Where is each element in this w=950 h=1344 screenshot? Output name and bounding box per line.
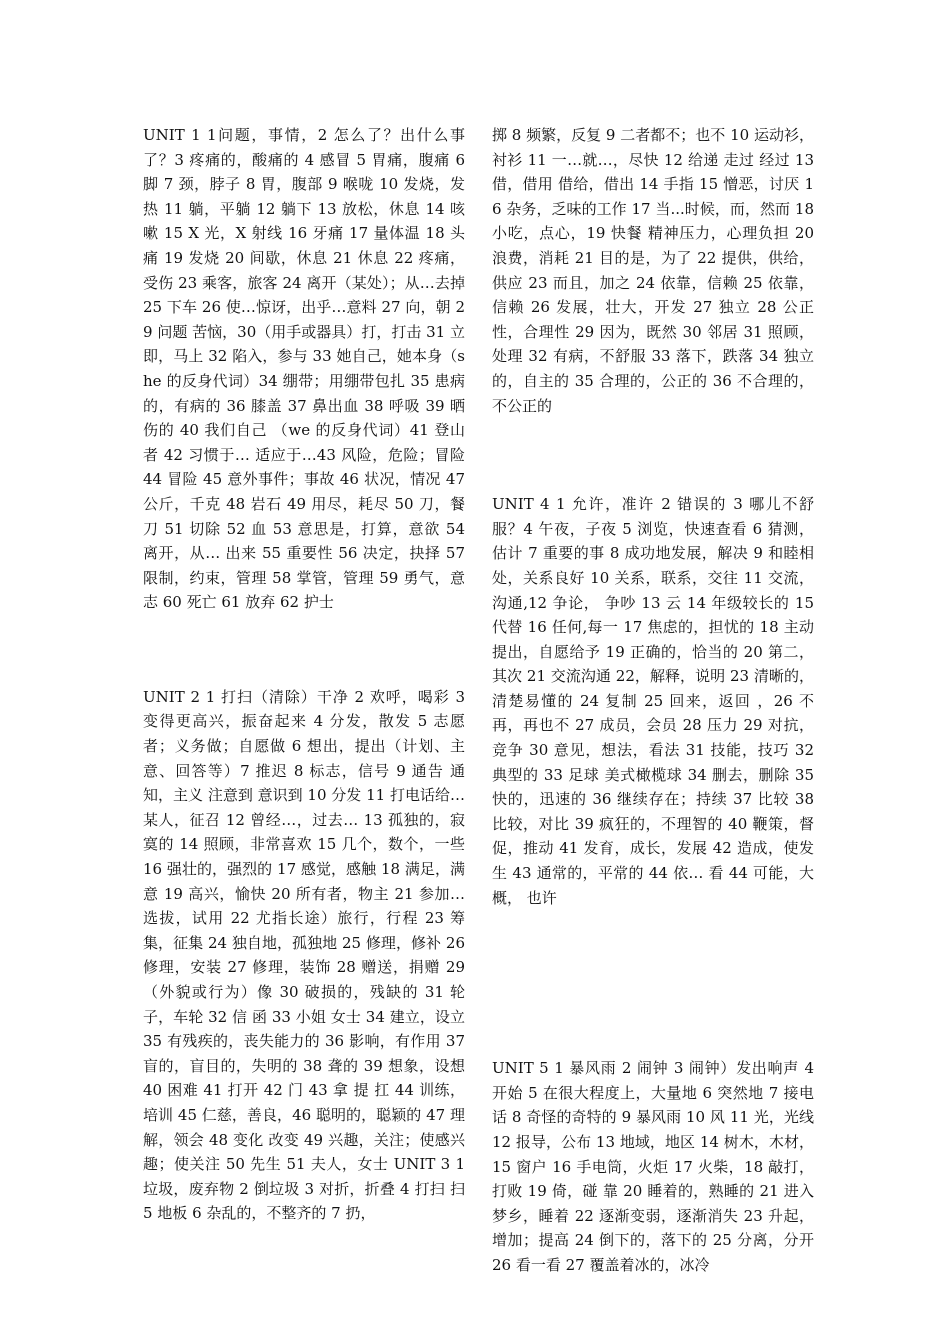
spacer: [492, 910, 814, 1056]
unit-1-block: [143, 123, 465, 615]
unit-2-3-text: UNIT 2 1 打扫（清除）干净 2 欢呼，喝彩 3 变得更高兴，振奋起来 4 分发，散发 5 志愿者；义务做；自愿做 6 想出，提出（计划、主意、回答等）7 推迟 8 标志，信号 9 通告 通知，主义 注意到 意识到 10 分发 11 打电话给…某人，征召 12 曾经…，过去… 13 孤独的，寂寞的 14 照顾，非常喜欢 15 几个，数个，一些 16 强壮的，强烈的 17 感觉，感触 18 满足，满意 19 高兴，愉快 20 所有者，物主 21 参加…选拔，试用 22 尤指长途）旅行，行程 23 筹集，征集 24 独自地，孤独地 25 修理，修补 26 修理，安装 27 修理，装饰 28 赠送，捐赠 29（外貌或行为）像 30 破损的，残缺的 31 轮子，车轮 32 信 函 33 小姐 女士 34 建立，设立 35 有残疾的，丧失能力的 36 影响，有作用 37 盲的，盲目的，失明的 38 聋的 39 想象，设想 40 困难 41 打开 42 门 43 拿 提 扛 44 训练，培训 45 仁慈，善良，46 聪明的，聪颖的 47 理解，领会 48 变化 改变 49 兴趣，关注；使感兴趣；使关注 50 先生 51 夫人，女士 UNIT 3 1 垃圾，废弃物 2 倒垃圾 3 对折，折叠 4 打扫 扫 5 地板 6 杂乱的，不整齐的 7 扔，: [143, 687, 465, 1223]
unit-3-continued-block: [492, 123, 814, 418]
unit-5-block: [492, 1056, 814, 1277]
spacer: [492, 418, 814, 492]
right-column: [492, 123, 814, 1278]
unit-3-continued-text: 掷 8 频繁，反复 9 二者都不；也不 10 运动衫，衬衫 11 一…就…，尽快 12 给递 走过 经过 13 借，借用 借给，借出 14 手指 15 憎恶，讨厌 16 杂务，乏味的工作 17 当...时候，而，然而 18 小吃，点心，19 快餐 精神压力，心理负担 20 浪费，消耗 21 目的是，为了 22 提供，供给，供应 23 而且，加之 24 依靠，信赖 25 依靠，信赖 26 发展，壮大，开发 27 独立 28 公正性，合理性 29 因为，既然 30 邻居 31 照顾，处理 32 有病，不舒服 33 落下，跌落 34 独立的，自主的 35 合理的，公正的 36 不合理的，不公正的: [492, 126, 814, 415]
left-column: [143, 123, 465, 1226]
unit-4-block: [492, 492, 814, 910]
unit-4-text: UNIT 4 1 允许，准许 2 错误的 3 哪儿不舒服？4 午夜，子夜 5 浏览，快速查看 6 猜测，估计 7 重要的事 8 成功地发展，解决 9 和睦相处，关系良好 10 关系，联系，交往 11 交流，沟通,12 争论， 争吵 13 云 14 年级较长的 15 代替 16 任何,每一 17 焦虑的，担忧的 18 主动提出，自愿给予 19 正确的，恰当的 20 第二，其次 21 交流沟通 22，解释，说明 23 清晰的，清楚易懂的 24 复制 25 回来，返回 ，26 不再，再也不 27 成员，会员 28 压力 29 对抗，竞争 30 意见，想法，看法 31 技能，技巧 32 典型的 33 足球 美式橄榄球 34 删去，删除 35 快的，迅速的 36 继续存在；持续 37 比较 38 比较，对比 39 疯狂的，不理智的 40 鞭策，督促，推动 41 发育，成长，发展 42 造成，使发生 43 通常的，平常的 44 依… 看 44 可能，大概， 也许: [492, 495, 814, 907]
unit-1-text: UNIT 1 1问题，事情，2 怎么了？出什么事了？3 疼痛的，酸痛的 4 感冒 5 胃痛，腹痛 6 脚 7 颈，脖子 8 胃，腹部 9 喉咙 10 发烧，发热 11 躺，平躺 12 躺下 13 放松，休息 14 咳嗽 15 X 光，X 射线 16 牙痛 17 量体温 18 头痛 19 发烧 20 间歇，休息 21 休息 22 疼痛，受伤 23 乘客，旅客 24 离开（某处）；从…去掉 25 下车 26 使…惊讶，出乎…意料 27 向，朝 29 问题 苦恼，30（用手或器具）打，打击 31 立即，马上 32 陷入，参与 33 她自己，她本身（she 的反身代词）34 绷带；用绷带包扎 35 患病的，有病的 36 膝盖 37 鼻出血 38 呼吸 39 晒伤的 40 我们自己 （we 的反身代词）41 登山者 42 习惯于… 适应于…43 风险，危险；冒险 44 冒险 45 意外事件；事故 46 状况，情况 47 公斤，千克 48 岩石 49 用尽，耗尽 50 刀，餐刀 51 切除 52 血 53 意思是，打算，意欲 54 离开，从… 出来 55 重要性 56 决定，抉择 57 限制，约束，管理 58 掌管，管理 59 勇气，意志 60 死亡 61 放弃 62 护士: [143, 126, 465, 612]
spacer: [143, 615, 465, 685]
unit-2-3-block: [143, 685, 465, 1226]
unit-5-text: UNIT 5 1 暴风雨 2 闹钟 3 闹钟）发出响声 4 开始 5 在很大程度上，大量地 6 突然地 7 接电话 8 奇怪的奇特的 9 暴风雨 10 风 11 光，光线 12 报导，公布 13 地域，地区 14 树木，木材，15 窗户 16 手电筒，火炬 17 火柴，18 敲打，打败 19 倚，碰 靠 20 睡着的，熟睡的 21 进入梦乡，睡着 22 逐渐变弱，逐渐消失 23 升起，增加；提高 24 倒下的，落下的 25 分离，分开 26 看一看 27 覆盖着冰的，冰冷: [492, 1059, 814, 1274]
